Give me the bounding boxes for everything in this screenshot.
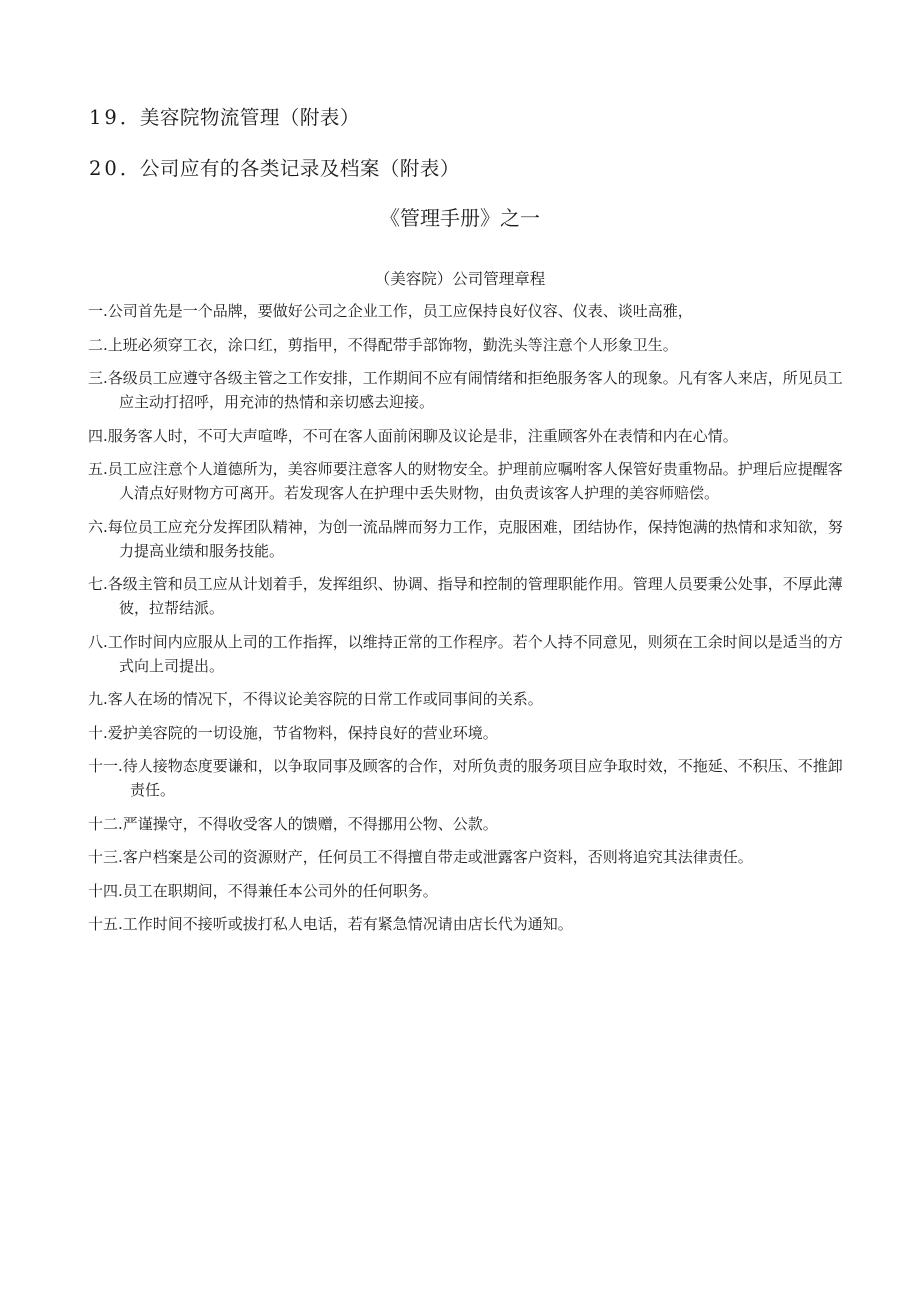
rule-item	[88, 299, 848, 323]
rule-number: 七.	[88, 575, 108, 593]
toc-item-number: 20	[89, 157, 120, 180]
toc-item-text: ．公司应有的各类记录及档案（附表）	[119, 157, 460, 180]
rule-number: 六.	[88, 517, 108, 536]
rule-item	[88, 879, 848, 903]
rule-number: 十二.	[88, 814, 123, 833]
toc-item-19	[89, 105, 360, 131]
rule-item	[88, 333, 848, 357]
rule-number: 二.	[88, 335, 108, 354]
rule-text: 工作时间内应服从上司的工作指挥，以维持正常的工作程序。若个人持不同意见，则须在工余时间以是适当的方式向上司提出。	[107, 632, 843, 675]
rule-item	[88, 912, 848, 936]
rule-text: 各级员工应遵守各级主管之工作安排，工作期间不应有闹情绪和拒绝服务客人的现象。凡有客人来店，所见员工应主动打招呼，用充沛的热情和亲切感去迎接。	[107, 369, 843, 411]
rule-item	[88, 812, 848, 836]
rule-number: 九.	[88, 690, 108, 708]
rule-number: 一.	[88, 302, 108, 320]
rule-number: 十一.	[88, 757, 123, 775]
chapter-title: （美容院）公司管理章程	[374, 270, 546, 288]
rule-text: 每位员工应充分发挥团队精神，为创一流品牌而努力工作，克服困难，团结协作，保持饱满的热情和求知欲，努力提高业绩和服务技能。	[107, 517, 843, 560]
rule-number: 十.	[88, 723, 108, 742]
rule-number: 八.	[88, 632, 108, 651]
rule-item	[88, 424, 848, 448]
rule-item	[88, 572, 848, 620]
manual-title: 《管理手册》之一	[380, 206, 540, 230]
rule-number: 五.	[88, 460, 108, 478]
rule-item	[88, 366, 848, 414]
rule-text: 上班必须穿工衣，涂口红，剪指甲，不得配带手部饰物，勤洗头等注意个人形象卫生。	[107, 335, 678, 354]
rules-list	[88, 299, 848, 946]
rule-text: 服务客人时，不可大声喧哗，不可在客人面前闲聊及议论是非，注重顾客外在表情和内在心情。	[107, 426, 738, 445]
rule-item	[88, 721, 848, 745]
rule-text: 工作时间不接听或拔打私人电话，若有紧急情况请由店长代为通知。	[122, 915, 573, 933]
rule-text: 客户档案是公司的资源财产，任何员工不得擅自带走或泄露客户资料，否则将追究其法律责任。	[122, 848, 753, 866]
toc-item-number: 19	[89, 106, 120, 129]
rule-number: 十五.	[88, 915, 123, 933]
rule-text: 严谨操守，不得收受客人的馈赠，不得挪用公物、公款。	[122, 814, 498, 833]
rule-item	[88, 845, 848, 869]
rule-number: 三.	[88, 369, 108, 387]
rule-text: 待人接物态度要谦和，以争取同事及顾客的合作，对所负责的服务项目应争取时效，不拖延、不积压、不推卸责任。	[122, 757, 843, 799]
rule-text: 客人在场的情况下，不得议论美容院的日常工作或同事间的关系。	[107, 690, 543, 708]
toc-item-20	[89, 156, 460, 182]
rule-text: 爱护美容院的一切设施，节省物料，保持良好的营业环境。	[107, 723, 498, 742]
rule-number: 十四.	[88, 881, 123, 900]
rule-text: 员工在职期间，不得兼任本公司外的任何职务。	[122, 881, 438, 900]
rule-item	[88, 630, 848, 678]
rule-text: 员工应注意个人道德所为，美容师要注意客人的财物安全。护理前应嘱咐客人保管好贵重物品。护理后应提醒客人清点好财物方可离开。若发现客人在护理中丢失财物，由负责该客人护理的美容师赔偿。	[107, 460, 843, 502]
rule-item	[88, 457, 848, 505]
rule-text: 各级主管和员工应从计划着手，发挥组织、协调、指导和控制的管理职能作用。管理人员要秉公处事，不厚此薄彼，拉帮结派。	[107, 575, 843, 617]
rule-item	[88, 515, 848, 563]
rule-item	[88, 687, 848, 711]
rule-number: 四.	[88, 426, 108, 445]
toc-item-text: ．美容院物流管理（附表）	[119, 106, 360, 129]
rule-text: 公司首先是一个品牌，要做好公司之企业工作，员工应保持良好仪容、仪表、谈吐高雅，	[107, 302, 693, 320]
rule-number: 十三.	[88, 848, 123, 866]
rule-item	[88, 754, 848, 802]
